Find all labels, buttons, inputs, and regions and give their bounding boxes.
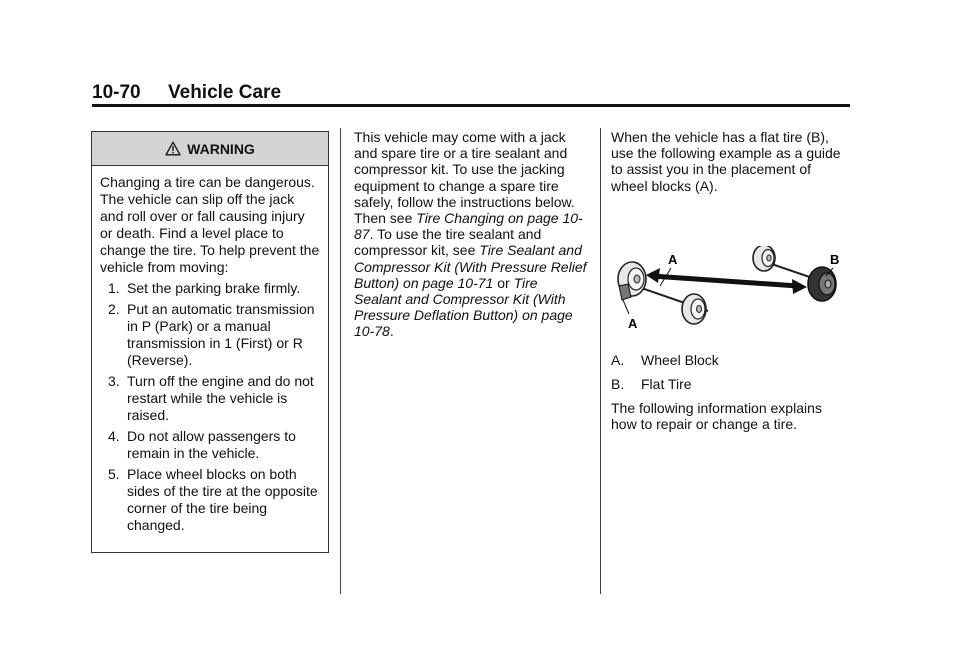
step-number: 5. xyxy=(108,466,120,482)
warning-intro: Changing a tire can be dangerous. The vehicle can slip off the jack and roll over or fall causing injury or death. Find a level place to change the tire. To help prevent the vehicle from moving: xyxy=(100,174,320,275)
list-item xyxy=(100,466,320,534)
step-text: Place wheel blocks on both sides of the tire at the opposite corner of the tire being changed. xyxy=(127,466,318,533)
warning-steps xyxy=(100,280,320,534)
step-text: Turn off the engine and do not restart while the vehicle is raised. xyxy=(127,373,314,423)
warning-triangle-icon xyxy=(165,141,181,156)
warning-box xyxy=(91,131,329,553)
list-item xyxy=(611,352,851,368)
label-a-top: A xyxy=(668,252,678,267)
step-number: 3. xyxy=(108,373,120,389)
column-two xyxy=(354,129,588,340)
step-number: 2. xyxy=(108,301,120,317)
body-text: This vehicle may come with a jack and spare tire or a tire sealant and compressor kit. To use the jacking equipment to change a spare tire safely, follow the instructions below. Then see xyxy=(354,129,575,227)
wheel-block-diagram xyxy=(612,246,852,346)
step-text: Put an automatic transmission in P (Park) or a manual transmission in 1 (First) or R (Reverse). xyxy=(127,301,315,368)
closing-paragraph: The following information explains how to repair or change a tire. xyxy=(611,400,822,432)
legend-key: A. xyxy=(611,352,625,368)
body-text: . xyxy=(389,323,394,340)
wheel-icon xyxy=(753,246,775,271)
cross-reference-link[interactable]: Tire Changing on page 10-87 xyxy=(354,210,583,243)
body-text: or xyxy=(493,274,514,291)
section-title: Vehicle Care xyxy=(168,82,282,103)
list-item xyxy=(100,428,320,462)
jack-intro-paragraph xyxy=(354,129,588,340)
list-item xyxy=(611,376,851,392)
diagram-legend xyxy=(611,352,851,432)
diagonal-arrow xyxy=(646,268,807,294)
wheel-icon xyxy=(682,294,706,324)
cross-reference-link[interactable]: Tire Sealant and Compressor Kit (With Pressure Relief Button) on page 10-71 xyxy=(354,242,587,291)
list-item xyxy=(100,301,320,369)
warning-body xyxy=(92,166,328,534)
label-b: B xyxy=(830,252,840,267)
legend-text: Flat Tire xyxy=(641,376,692,392)
label-a-bottom: A xyxy=(628,316,638,331)
legend-key: B. xyxy=(611,376,625,392)
cross-reference-link[interactable]: Tire Sealant and Compressor Kit (With Pressure Deflation Button) on page 10-78 xyxy=(354,274,573,340)
step-number: 4. xyxy=(108,428,120,444)
header-rule xyxy=(92,104,850,107)
list-item xyxy=(100,373,320,424)
step-text: Set the parking brake firmly. xyxy=(127,280,301,296)
flat-tire-icon xyxy=(808,267,836,301)
flat-tire-intro: When the vehicle has a flat tire (B), use the following example as a guide to assist you in the placement of wheel blocks (A). xyxy=(611,129,841,194)
warning-title: WARNING xyxy=(187,140,255,157)
legend-text: Wheel Block xyxy=(641,352,719,368)
step-text: Do not allow passengers to remain in the vehicle. xyxy=(127,428,296,461)
column-divider xyxy=(600,128,601,594)
page-number: 10-70 xyxy=(92,82,141,103)
step-number: 1. xyxy=(108,280,120,296)
column-three xyxy=(611,129,851,194)
column-divider xyxy=(340,128,341,594)
warning-header xyxy=(92,132,328,166)
page-header xyxy=(92,80,850,104)
body-text: . To use the tire sealant and compressor kit, see xyxy=(354,226,542,259)
list-item xyxy=(100,280,320,297)
